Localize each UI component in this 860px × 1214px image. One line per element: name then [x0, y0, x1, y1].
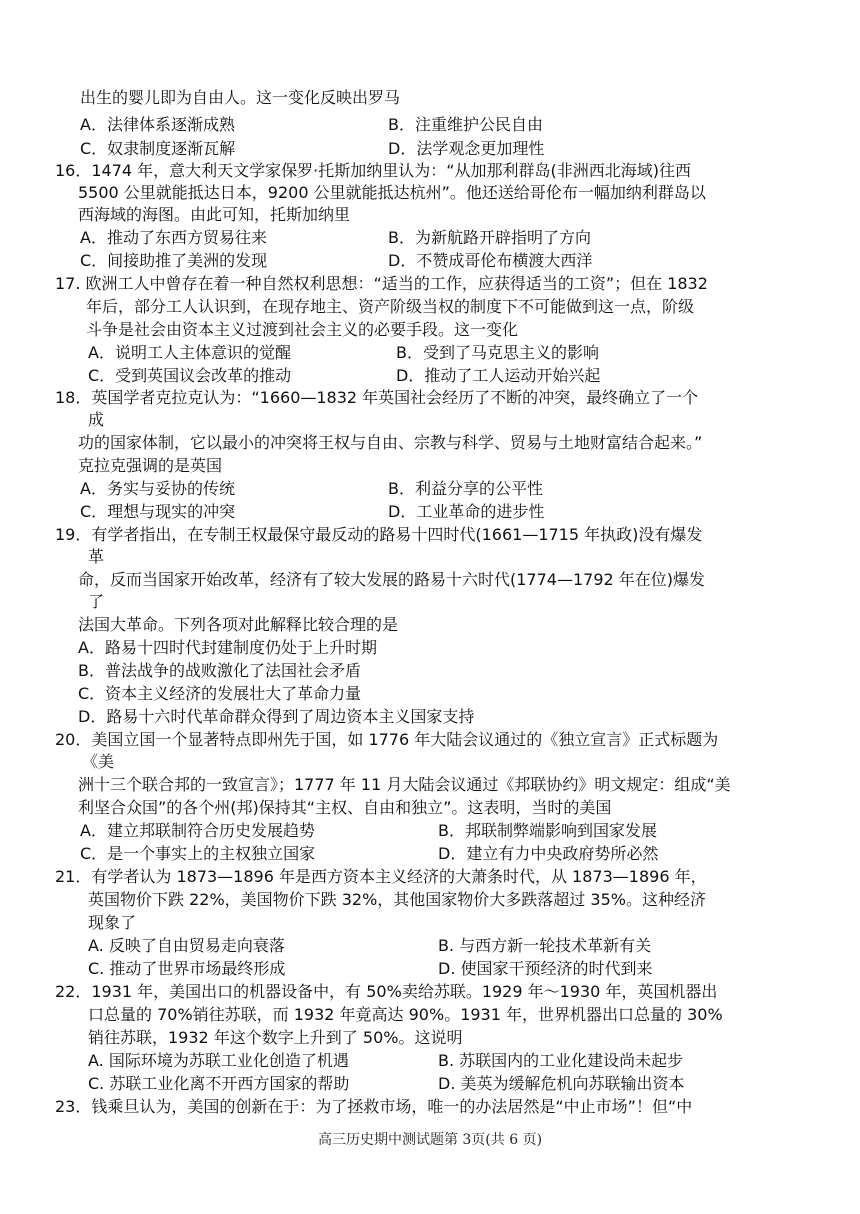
q20-stem-line3: 利坚合众国”的各个州(邦)保持其“主权、自由和独立”。这表明，当时的美国	[78, 798, 612, 817]
q18-option-a: A．务实与妥协的传统	[80, 479, 235, 498]
q16-stem-line2: 5500 公里就能抵达日本，9200 公里就能抵达杭州”。他还送给哥伦布一幅加纳利群岛以	[78, 183, 706, 202]
q20-option-b: B．邦联制弊端影响到国家发展	[438, 821, 657, 840]
q18-option-b: B．利益分享的公平性	[388, 479, 543, 498]
q18-option-c: C．理想与现实的冲突	[80, 502, 236, 521]
q21-stem-line2: 英国物价下跌 22%，美国物价下跌 32%，其他国家物价大多跌落超过 35%。这种经济	[88, 890, 706, 909]
q22-option-d: D. 美英为缓解危机向苏联输出资本	[438, 1074, 685, 1093]
q16-option-c: C．间接助推了美洲的发现	[80, 251, 268, 270]
q15-option-a: A．法律体系逐渐成熟	[80, 115, 235, 134]
q20-stem-line2: 洲十三个联合邦的一致宣言》；1777 年 11 月大陆会议通过《邦联协约》明文规定：组成“美	[78, 775, 731, 794]
q20-option-d: D．建立有力中央政府势所必然	[438, 844, 659, 863]
q21-option-b: B. 与西方新一轮技术革新有关	[438, 936, 652, 955]
q21-option-c: C. 推动了世界市场最终形成	[88, 959, 286, 978]
q21-option-a: A. 反映了自由贸易走向衰落	[88, 936, 285, 955]
q19-stem-line2-wrap: 了	[88, 592, 105, 611]
q23-stem-line1: 23．钱乘旦认为，美国的创新在于：为了拯救市场，唯一的办法居然是“中止市场”！但“中	[55, 1097, 693, 1116]
q19-stem-line2: 命，反而当国家开始改革，经济有了较大发展的路易十六时代(1774—1792 年在位)爆发	[78, 570, 706, 589]
q17-stem-line2: 年后，部分工人认识到，在现存地主、资产阶级当权的制度下不可能做到这一点，阶级	[86, 297, 695, 316]
q17-stem-line1: 17. 欧洲工人中曾存在着一种自然权利思想：“适当的工作，应获得适当的工资”；但在 1832	[55, 274, 708, 293]
q15-stem-tail: 出生的婴儿即为自由人。这一变化反映出罗马	[80, 88, 401, 107]
q22-stem-line2: 口总量的 70%销往苏联，而 1932 年竟高达 90%。1931 年，世界机器出口总量的 30%	[88, 1005, 723, 1024]
q19-stem-line1-wrap: 革	[88, 547, 105, 566]
q19-option-b: B．普法战争的战败激化了法国社会矛盾	[78, 661, 361, 680]
q17-option-a: A．说明工人主体意识的觉醒	[88, 343, 291, 362]
q22-stem-line3: 销往苏联，1932 年这个数字上升到了 50%。这说明	[88, 1028, 463, 1047]
q17-option-d: D．推动了工人运动开始兴起	[396, 366, 601, 385]
q20-option-c: C．是一个事实上的主权独立国家	[80, 844, 316, 863]
q16-option-a: A．推动了东西方贸易往来	[80, 228, 267, 247]
page-footer: 高三历史期中测试题第 3页(共 6 页)	[317, 1132, 543, 1148]
q18-stem-line1-wrap: 成	[88, 410, 105, 429]
q19-option-a: A．路易十四时代封建制度仍处于上升时期	[78, 638, 377, 657]
q16-option-d: D．不赞成哥伦布横渡大西洋	[388, 251, 593, 270]
q21-option-d: D. 使国家干预经济的时代到来	[438, 959, 653, 978]
q21-stem-line3: 现象了	[88, 913, 137, 932]
q18-stem-line1: 18．英国学者克拉克认为：“1660—1832 年英国社会经历了不断的冲突，最终确立了一个	[55, 388, 699, 407]
q20-stem-line1: 20．美国立国一个显著特点即州先于国，如 1776 年大陆会议通过的《独立宣言》正式标题为	[55, 730, 719, 749]
q22-option-b: B. 苏联国内的工业化建设尚未起步	[438, 1051, 684, 1070]
q19-option-d: D．路易十六时代革命群众得到了周边资本主义国家支持	[78, 707, 475, 726]
q19-stem-line3: 法国大革命。下列各项对此解释比较合理的是	[78, 615, 399, 634]
q20-option-a: A．建立邦联制符合历史发展趋势	[80, 821, 315, 840]
q19-stem-line1: 19．有学者指出，在专制王权最保守最反动的路易十四时代(1661—1715 年执政)没有爆发	[55, 525, 703, 544]
q15-option-b: B．注重维护公民自由	[388, 115, 543, 134]
q16-option-b: B．为新航路开辟指明了方向	[388, 228, 591, 247]
q17-option-c: C．受到英国议会改革的推动	[88, 366, 292, 385]
q17-stem-line3: 斗争是社会由资本主义过渡到社会主义的必要手段。这一变化	[86, 320, 519, 339]
q18-stem-line3: 克拉克强调的是英国	[78, 456, 223, 475]
q21-stem-line1: 21．有学者认为 1873—1896 年是西方资本主义经济的大萧条时代，从 1873—1896 年，	[55, 867, 707, 886]
q22-stem-line1: 22．1931 年，美国出口的机器设备中，有 50%卖给苏联。1929 年～1930 年，英国机器出	[55, 982, 718, 1001]
q16-stem-line3: 西海域的海图。由此可知，托斯加纳里	[78, 205, 351, 224]
q18-stem-line2: 功的国家体制，它以最小的冲突将王权与自由、宗教与科学、贸易与土地财富结合起来。”	[78, 433, 703, 452]
q15-option-c: C．奴隶制度逐渐瓦解	[80, 139, 236, 158]
q19-option-c: C．资本主义经济的发展壮大了革命力量	[78, 684, 362, 703]
q20-stem-line1-wrap: 《美	[82, 752, 115, 771]
q15-option-d: D．法学观念更加理性	[388, 139, 545, 158]
q16-stem-line1: 16．1474 年，意大利天文学家保罗·托斯加纳里认为：“从加那利群岛(非洲西北海域)往西	[55, 161, 692, 180]
q18-option-d: D．工业革命的进步性	[388, 502, 545, 521]
q22-option-c: C. 苏联工业化离不开西方国家的帮助	[88, 1074, 350, 1093]
q17-option-b: B．受到了马克思主义的影响	[396, 343, 599, 362]
q22-option-a: A. 国际环境为苏联工业化创造了机遇	[88, 1051, 349, 1070]
